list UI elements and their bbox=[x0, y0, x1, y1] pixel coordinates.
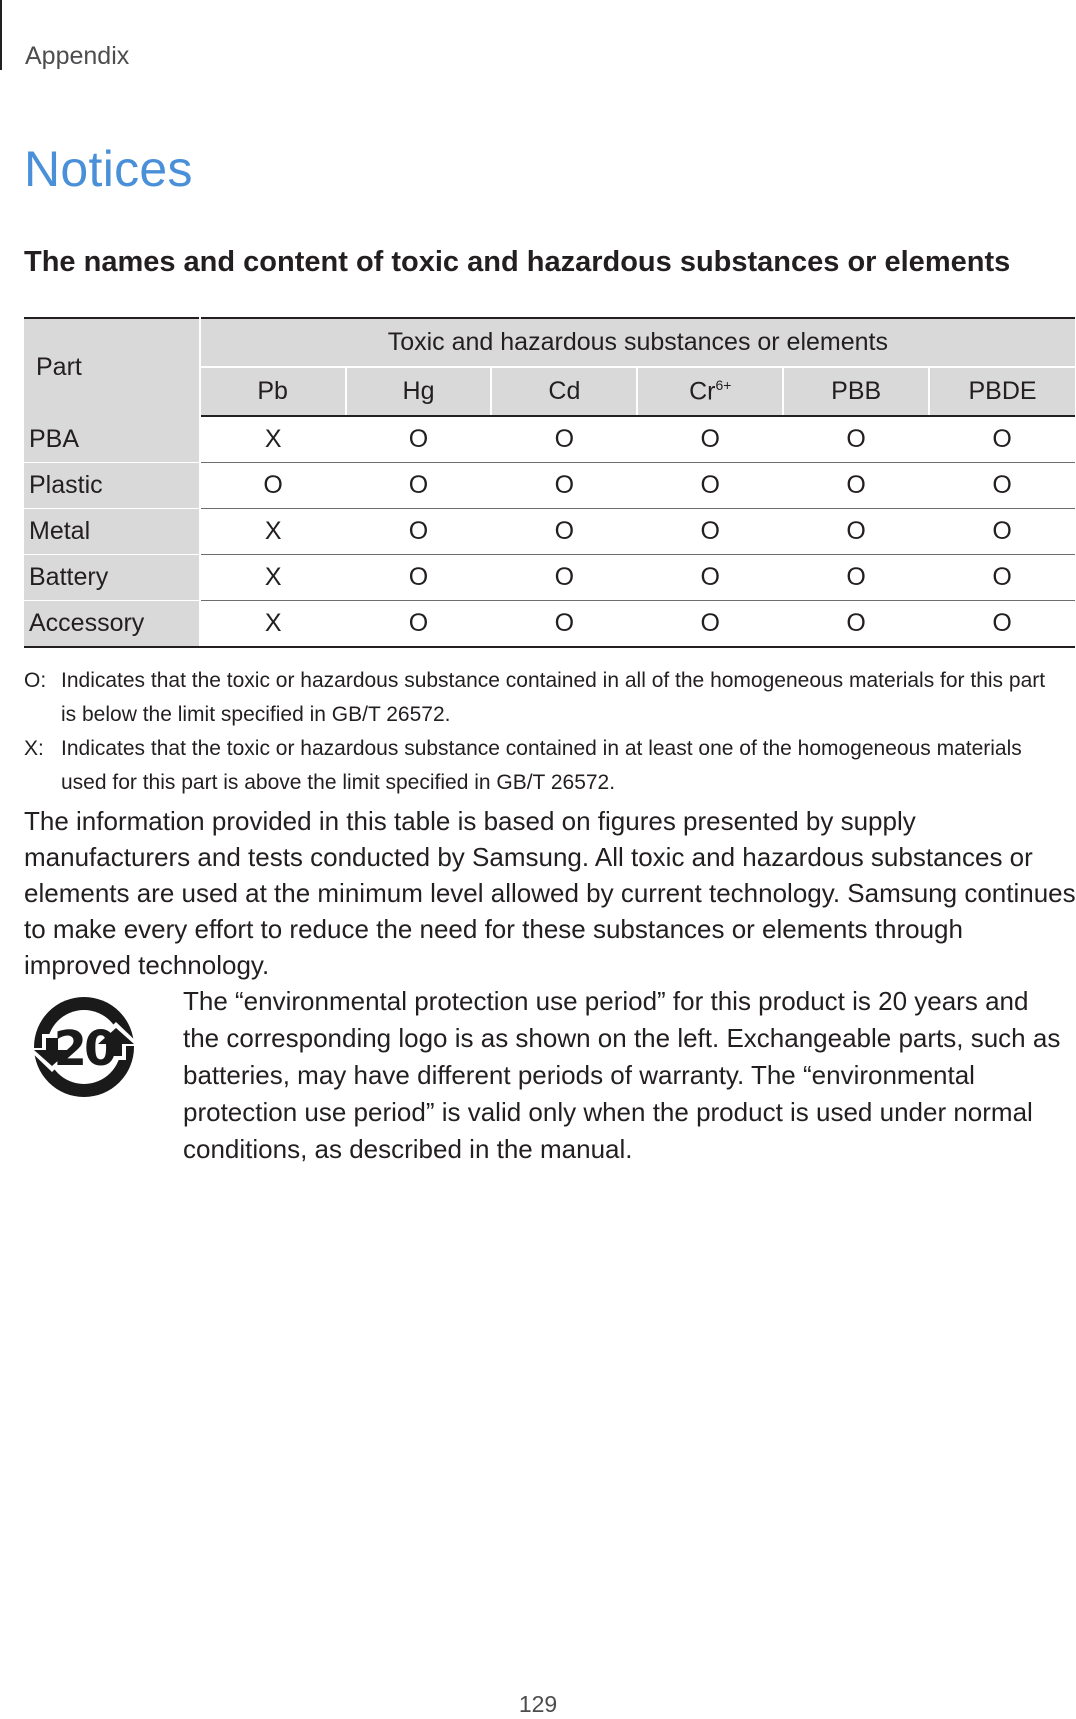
page-title: Notices bbox=[24, 141, 193, 197]
substances-group-header: Toxic and hazardous substances or elements bbox=[200, 318, 1075, 367]
substance-value-cell: X bbox=[200, 601, 346, 648]
substance-value-cell: O bbox=[346, 509, 492, 555]
substance-value-cell: O bbox=[783, 416, 929, 463]
section-label: Appendix bbox=[25, 42, 130, 70]
note-key: X: bbox=[24, 737, 44, 760]
substance-value-cell: O bbox=[637, 601, 783, 648]
environmental-protection-use-period-logo bbox=[22, 988, 146, 1103]
substance-value-cell: O bbox=[637, 509, 783, 555]
substance-value-cell: O bbox=[637, 416, 783, 463]
column-header-cr bbox=[637, 367, 783, 416]
column-header-cd bbox=[491, 367, 637, 416]
part-name-cell: Plastic bbox=[24, 463, 200, 509]
table-row bbox=[24, 416, 1075, 463]
substance-value-cell: O bbox=[637, 555, 783, 601]
substance-value-cell: X bbox=[200, 555, 346, 601]
column-header-pbb bbox=[783, 367, 929, 416]
column-header-superscript: 6+ bbox=[715, 376, 732, 393]
part-name-cell: PBA bbox=[24, 416, 200, 463]
note-x bbox=[24, 732, 1064, 800]
substance-value-cell: X bbox=[200, 416, 346, 463]
epup-paragraph: The “environmental protection use period” for this product is 20 years and the corresponding logo is as shown on the left. Exchangeable parts, such as batteries, may have different periods of warranty. The “environmental protection use period” is valid only when the product is used under normal conditions, as described in the manual. bbox=[183, 986, 1061, 1164]
part-column-header: Part bbox=[24, 318, 200, 416]
substance-value-cell: O bbox=[346, 416, 492, 463]
note-text: Indicates that the toxic or hazardous substance contained in at least one of the homogeneous materials used for this part is above the limit specified in GB/T 26572. bbox=[61, 737, 1022, 794]
note-o bbox=[24, 664, 1064, 732]
table-row bbox=[24, 463, 1075, 509]
substance-value-cell: O bbox=[929, 463, 1075, 509]
substance-value-cell: O bbox=[929, 555, 1075, 601]
part-name-cell: Accessory bbox=[24, 601, 200, 648]
substances-table bbox=[24, 317, 1075, 648]
substance-value-cell: O bbox=[491, 601, 637, 648]
column-header-label: PBDE bbox=[968, 377, 1037, 405]
column-header-pbde bbox=[929, 367, 1075, 416]
substance-value-cell: O bbox=[637, 463, 783, 509]
info-paragraph: The information provided in this table is based on figures presented by supply manufacturers and tests conducted by Samsung. All toxic and hazardous substances or elements are used at the minimum level allowed by current technology. Samsung continues to make every effort to reduce the need for these substances or elements through improved technology. bbox=[24, 806, 1076, 980]
column-header-label: Hg bbox=[402, 377, 435, 405]
substance-value-cell: O bbox=[491, 463, 637, 509]
note-key: O: bbox=[24, 669, 47, 692]
page-edge-line bbox=[0, 0, 2, 70]
substance-value-cell: O bbox=[346, 601, 492, 648]
column-header-label: Pb bbox=[257, 377, 288, 405]
substance-value-cell: O bbox=[929, 601, 1075, 648]
part-name-cell: Battery bbox=[24, 555, 200, 601]
table-row bbox=[24, 555, 1075, 601]
substance-value-cell: O bbox=[491, 509, 637, 555]
logo-number: 20 bbox=[53, 1021, 115, 1077]
substance-value-cell: O bbox=[491, 555, 637, 601]
substance-value-cell: O bbox=[929, 416, 1075, 463]
substance-value-cell: X bbox=[200, 509, 346, 555]
table-title: The names and content of toxic and hazardous substances or elements bbox=[24, 246, 1011, 278]
column-header-label: Cd bbox=[548, 377, 581, 405]
substance-value-cell: O bbox=[783, 601, 929, 648]
column-header-label: Cr bbox=[689, 377, 716, 406]
table-row bbox=[24, 601, 1075, 648]
page-number: 129 bbox=[518, 1691, 558, 1717]
substance-value-cell: O bbox=[346, 463, 492, 509]
column-header-hg bbox=[346, 367, 492, 416]
substance-value-cell: O bbox=[783, 555, 929, 601]
substance-value-cell: O bbox=[491, 416, 637, 463]
table-notes bbox=[24, 664, 1064, 800]
substance-value-cell: O bbox=[346, 555, 492, 601]
column-header-pb bbox=[200, 367, 346, 416]
substance-value-cell: O bbox=[783, 509, 929, 555]
substance-value-cell: O bbox=[200, 463, 346, 509]
part-name-cell: Metal bbox=[24, 509, 200, 555]
column-header-label: PBB bbox=[831, 377, 882, 405]
note-text: Indicates that the toxic or hazardous substance contained in all of the homogeneous materials for this part is below the limit specified in GB/T 26572. bbox=[61, 669, 1046, 726]
table-row bbox=[24, 509, 1075, 555]
substance-value-cell: O bbox=[783, 463, 929, 509]
substance-value-cell: O bbox=[929, 509, 1075, 555]
